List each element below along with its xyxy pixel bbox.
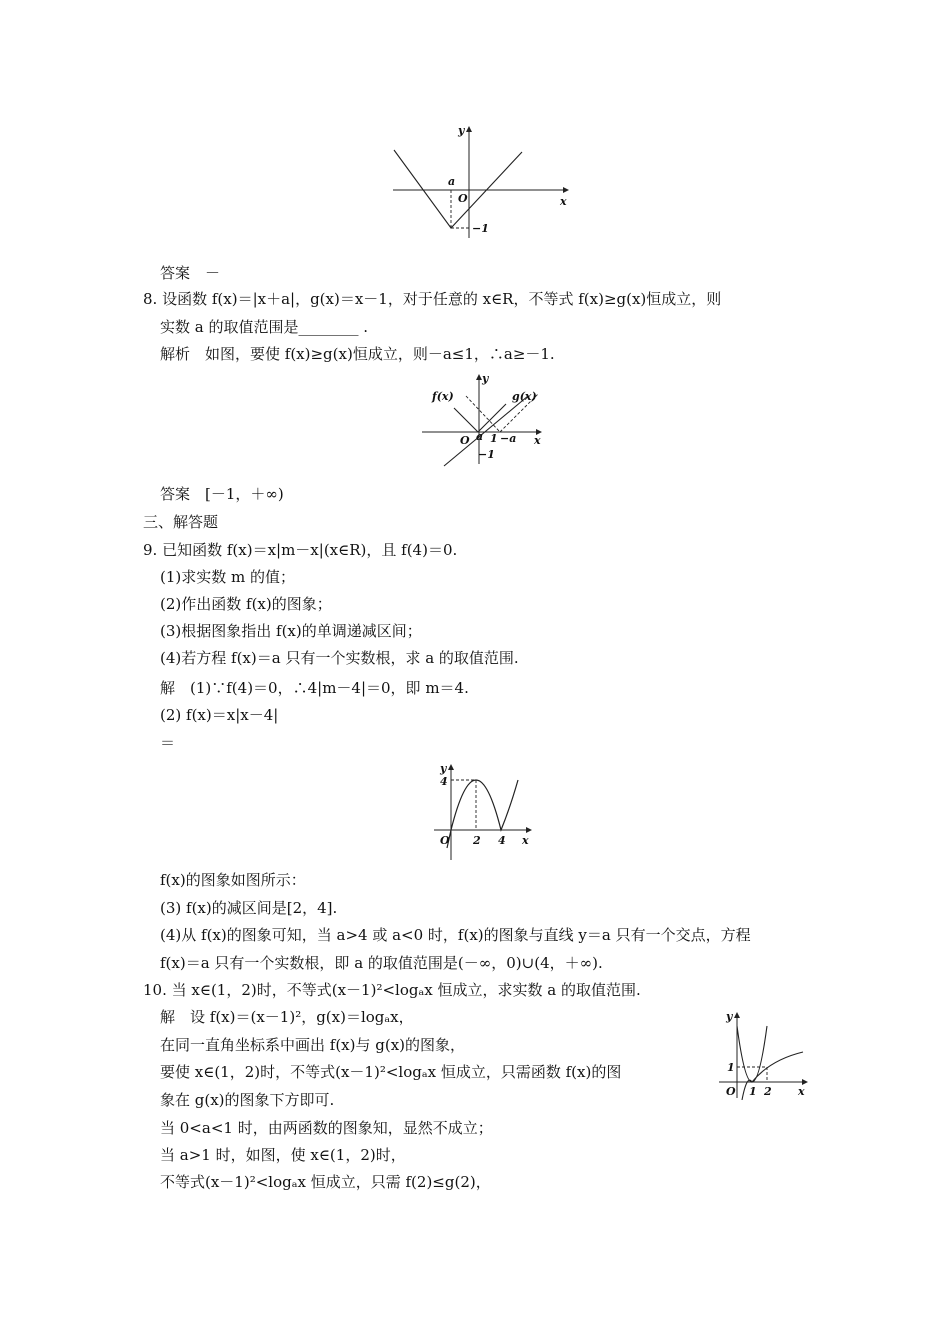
fig1-y-label: y bbox=[458, 124, 465, 137]
fig2-neg1-label: −1 bbox=[478, 448, 495, 461]
fig1-x-label: x bbox=[560, 195, 567, 208]
figure-abs-value-graph-1 bbox=[388, 120, 573, 240]
fig3-y-label: y bbox=[440, 762, 447, 775]
fig1-origin-label: O bbox=[458, 192, 468, 205]
question-9-part-1: (1)求实数 m 的值； bbox=[160, 568, 296, 586]
fig4-one-y-label: 1 bbox=[727, 1061, 735, 1074]
question-10: 10. 当 x∈(1，2)时，不等式(x－1)²<logₐx 恒成立，求实数 a 的取值范围. bbox=[143, 981, 641, 999]
question-8-line-2: 实数 a 的取值范围是________ . bbox=[160, 318, 369, 336]
solution-10-line-2: 在同一直角坐标系中画出 f(x)与 g(x)的图象， bbox=[160, 1036, 466, 1054]
solution-10-line-7: 不等式(x－1)²<logₐx 恒成立，只需 f(2)≤g(2)， bbox=[160, 1173, 491, 1191]
question-9-part-4: (4)若方程 f(x)＝a 只有一个实数根，求 a 的取值范围. bbox=[160, 649, 519, 667]
fig2-x-label: x bbox=[534, 434, 541, 447]
fig3-four-y-label: 4 bbox=[440, 775, 448, 788]
fig2-fx-label: f(x) bbox=[432, 390, 454, 403]
solution-9-part-1: 解 (1)∵f(4)＝0，∴4|m－4|＝0，即 m＝4. bbox=[160, 679, 469, 697]
fig2-a-label: a bbox=[476, 430, 484, 443]
solution-10-line-3: 要使 x∈(1，2)时，不等式(x－1)²<logₐx 恒成立，只需函数 f(x)的图 bbox=[160, 1063, 622, 1081]
figure-piecewise-graph bbox=[430, 758, 540, 862]
section-3-heading: 三、解答题 bbox=[143, 513, 219, 531]
figure-parabola-log-graph bbox=[715, 1008, 815, 1100]
fig3-x-label: x bbox=[522, 834, 529, 847]
fig2-y-label: y bbox=[482, 372, 489, 385]
solution-9-part-3: (3) f(x)的减区间是[2，4]. bbox=[160, 899, 338, 917]
question-9: 9. 已知函数 f(x)＝x|m－x|(x∈R)，且 f(4)＝0. bbox=[143, 541, 458, 559]
fig3-two-label: 2 bbox=[473, 834, 481, 847]
question-9-part-2: (2)作出函数 f(x)的图象； bbox=[160, 595, 332, 613]
solution-10-line-5: 当 0<a<1 时，由两函数的图象知，显然不成立； bbox=[160, 1119, 493, 1137]
fig2-origin-label: O bbox=[460, 434, 470, 447]
solution-9-equals: ＝ bbox=[160, 734, 176, 752]
fig4-origin-label: O bbox=[726, 1085, 736, 1098]
solution-9-part-4-line-2: f(x)＝a 只有一个实数根，即 a 的取值范围是(－∞，0)∪(4，＋∞). bbox=[160, 954, 603, 972]
fig3-origin-label: O bbox=[440, 834, 450, 847]
question-8-line-1: 8. 设函数 f(x)＝|x＋a|，g(x)＝x－1，对于任意的 x∈R，不等式 f(x)≥g(x)恒成立，则 bbox=[143, 290, 722, 308]
answer-8: 答案 [－1，＋∞) bbox=[160, 485, 284, 503]
fig1-neg1-label: −1 bbox=[472, 222, 489, 235]
question-9-part-3: (3)根据图象指出 f(x)的单调递减区间； bbox=[160, 622, 422, 640]
solution-10-line-4: 象在 g(x)的图象下方即可. bbox=[160, 1091, 335, 1109]
figure-abs-value-graph-2 bbox=[420, 368, 545, 468]
solution-10-line-6: 当 a>1 时，如图，使 x∈(1，2)时， bbox=[160, 1146, 406, 1164]
fig4-one-x-label: 1 bbox=[749, 1085, 757, 1098]
fig3-four-x-label: 4 bbox=[498, 834, 506, 847]
fig2-neg-a-label: −a bbox=[500, 432, 517, 445]
solution-9-part-4-line-1: (4)从 f(x)的图象可知，当 a>4 或 a<0 时，f(x)的图象与直线 y＝a 只有一个交点，方程 bbox=[160, 926, 751, 944]
solution-9-part-2: (2) f(x)＝x|x－4| bbox=[160, 706, 279, 724]
fig4-x-label: x bbox=[798, 1085, 805, 1098]
answer-7: 答案 － bbox=[160, 264, 221, 282]
fig1-a-label: a bbox=[448, 175, 456, 188]
fig2-gx-label: g(x) bbox=[512, 390, 537, 403]
fig2-one-label: 1 bbox=[490, 432, 498, 445]
fig4-two-label: 2 bbox=[764, 1085, 772, 1098]
solution-9-figure-note: f(x)的图象如图所示： bbox=[160, 871, 306, 889]
solution-10-line-1: 解 设 f(x)＝(x－1)²，g(x)＝logₐx， bbox=[160, 1008, 414, 1026]
fig4-y-label: y bbox=[726, 1010, 733, 1023]
solution-8: 解析 如图，要使 f(x)≥g(x)恒成立，则－a≤1，∴a≥－1. bbox=[160, 345, 555, 363]
